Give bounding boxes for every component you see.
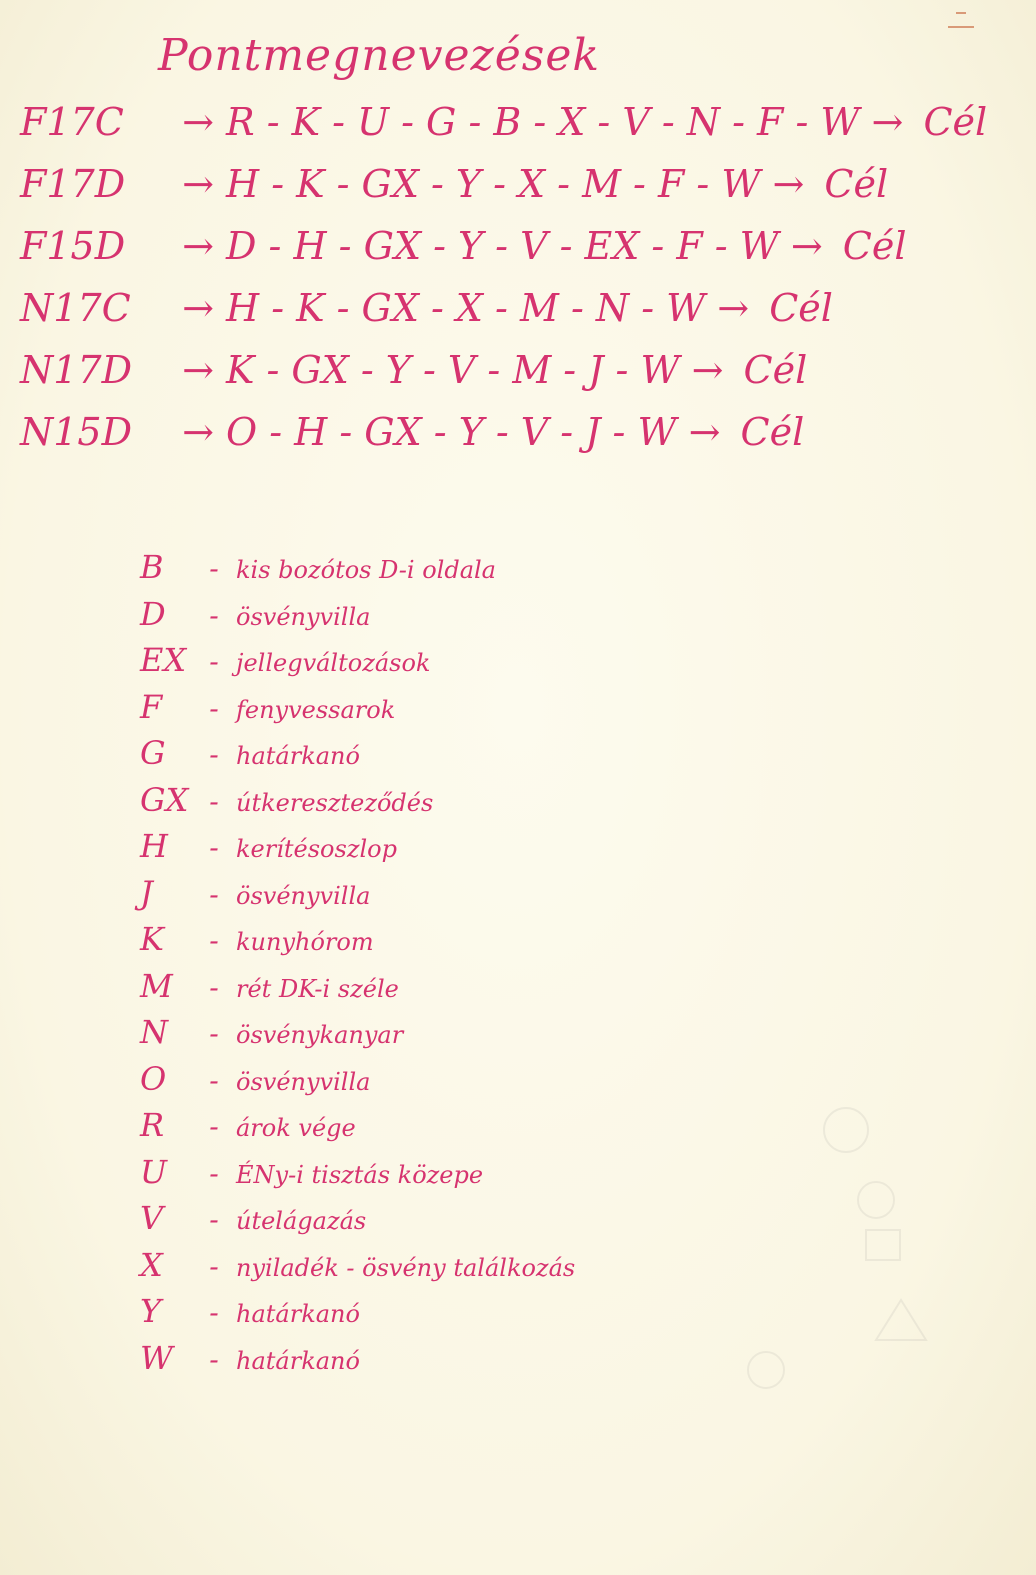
route-end: Cél [740, 410, 805, 454]
route-row [20, 286, 1020, 348]
route-row [20, 162, 1020, 224]
legend-desc: fenyvessarok [236, 695, 396, 724]
legend-dash: - [209, 1249, 219, 1283]
legend-item [140, 641, 575, 688]
legend-desc: jellegváltozások [236, 649, 431, 677]
legend-desc: ösvényvilla [236, 1067, 371, 1096]
legend-dash: - [209, 645, 219, 678]
legend-desc: ÉNy-i tisztás közepe [236, 1160, 484, 1189]
route-row [20, 100, 1020, 162]
legend-dash: - [209, 1342, 219, 1376]
legend-dash: - [209, 1017, 219, 1050]
legend-desc: határkanó [236, 742, 360, 770]
legend-desc: nyiladék - ösvény találkozás [236, 1253, 576, 1282]
route-path: R - K - U - G - B - X - V - N - F - W [226, 100, 860, 144]
route-row [20, 410, 1020, 472]
legend-item [140, 1060, 575, 1107]
arrow-icon: → [790, 224, 823, 268]
page-title: Pontmegnevezések [158, 30, 601, 81]
arrow-icon: → [688, 410, 721, 454]
legend-list [140, 548, 575, 1385]
legend-item [140, 920, 575, 967]
legend-desc: ösvényvilla [236, 881, 371, 910]
route-row [20, 224, 1020, 286]
arrow-icon: → [717, 286, 750, 330]
legend-key: W [140, 1338, 173, 1377]
legend-desc: árok vége [236, 1114, 356, 1142]
corner-mark [948, 8, 974, 28]
arrow-icon: → [182, 348, 214, 392]
legend-key: X [140, 1245, 163, 1284]
legend-desc: határkanó [236, 1300, 360, 1328]
route-path: O - H - GX - Y - V - J - W [226, 410, 677, 454]
legend-key: R [140, 1106, 165, 1144]
route-path: D - H - GX - Y - V - EX - F - W [226, 224, 779, 268]
legend-key: V [140, 1199, 164, 1237]
route-code: F15D [20, 224, 126, 268]
legend-item [140, 967, 575, 1014]
route-end: Cél [842, 224, 907, 268]
legend-key: B [140, 548, 164, 586]
legend-item [140, 595, 575, 642]
arrow-icon: → [182, 100, 214, 144]
route-code: N17D [20, 348, 133, 392]
arrow-icon: → [182, 286, 214, 330]
legend-key: M [140, 966, 173, 1005]
legend-dash: - [209, 691, 219, 725]
legend-dash: - [209, 970, 219, 1004]
arrow-icon: → [182, 410, 214, 454]
legend-key: GX [140, 780, 189, 819]
legend-item [140, 734, 575, 781]
legend-item [140, 548, 575, 595]
legend-desc: rét DK-i széle [236, 974, 399, 1003]
legend-key: Y [140, 1292, 162, 1330]
route-path: K - GX - Y - V - M - J - W [226, 348, 680, 392]
legend-dash: - [209, 877, 219, 911]
route-end: Cél [743, 348, 808, 392]
arrow-icon: → [691, 348, 724, 392]
legend-dash: - [209, 1296, 219, 1329]
route-list [20, 100, 1020, 472]
legend-item [140, 1106, 575, 1153]
legend-key: O [140, 1059, 167, 1098]
arrow-icon: → [772, 162, 805, 206]
legend-desc: kis bozótos D-i oldala [236, 556, 496, 584]
legend-item [140, 874, 575, 921]
route-end: Cél [824, 162, 889, 206]
route-code: N15D [20, 410, 133, 454]
legend-dash: - [209, 1110, 219, 1143]
route-code: F17D [20, 162, 126, 206]
legend-key: D [140, 594, 166, 633]
legend-item [140, 1013, 575, 1060]
legend-desc: útkereszteződés [236, 788, 434, 817]
legend-desc: ösvényvilla [236, 602, 371, 631]
legend-item [140, 781, 575, 828]
legend-dash: - [209, 552, 219, 585]
route-row [20, 348, 1020, 410]
route-end: Cél [769, 286, 833, 330]
route-end: Cél [923, 100, 988, 144]
show-through-marks [726, 900, 1006, 1400]
legend-key: F [140, 687, 163, 726]
legend-dash: - [209, 831, 219, 864]
legend-item [140, 1339, 575, 1386]
legend-key: EX [140, 641, 187, 679]
legend-key: G [140, 734, 166, 772]
legend-desc: kunyhórom [236, 928, 374, 956]
legend-key: U [140, 1152, 167, 1191]
legend-desc: kerítésoszlop [236, 835, 397, 863]
legend-dash: - [209, 598, 219, 632]
legend-dash: - [209, 1156, 219, 1190]
legend-key: J [140, 873, 153, 912]
legend-key: N [140, 1013, 168, 1051]
legend-dash: - [209, 784, 219, 818]
legend-dash: - [209, 738, 219, 771]
legend-item [140, 1153, 575, 1200]
legend-dash: - [209, 1063, 219, 1097]
legend-item [140, 827, 575, 874]
legend-item [140, 1292, 575, 1339]
legend-dash: - [209, 1203, 219, 1236]
legend-item [140, 1246, 575, 1293]
legend-key: H [140, 827, 168, 865]
arrow-icon: → [871, 100, 904, 144]
legend-dash: - [209, 924, 219, 957]
legend-item [140, 688, 575, 735]
route-path: H - K - GX - Y - X - M - F - W [226, 162, 761, 206]
legend-desc: ösvénykanyar [236, 1021, 404, 1049]
legend-key: K [140, 920, 164, 958]
legend-item [140, 1199, 575, 1246]
legend-desc: határkanó [236, 1346, 360, 1375]
legend-desc: útelágazás [236, 1207, 367, 1235]
route-code: F17C [20, 100, 124, 144]
arrow-icon: → [182, 162, 214, 206]
arrow-icon: → [182, 224, 214, 268]
route-code: N17C [20, 286, 131, 330]
route-path: H - K - GX - X - M - N - W [226, 286, 706, 330]
